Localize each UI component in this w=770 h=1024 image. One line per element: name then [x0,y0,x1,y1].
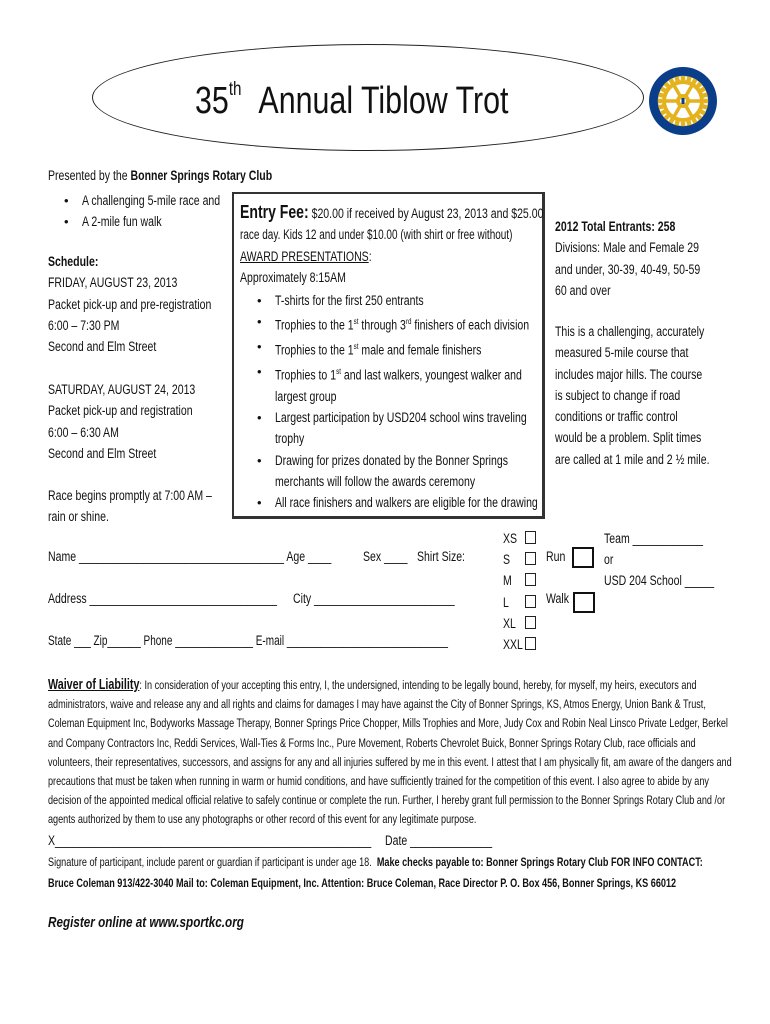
checkbox-icon[interactable] [525,552,536,565]
shirt-size-label: Shirt Size: [417,549,465,564]
city-field[interactable]: City ________________________ [293,591,455,606]
entry-fee-text: Entry Fee: $20.00 if received by August 23, 2013 and $25.00 race day. Kids 12 and under $10.00 (with shirt or free without) AWARD PRESENTATIONS: Approximately 8:15AM [240,202,544,285]
course-info: This is a challenging, accurately measured 5-mile course that includes major hills. The course is subject to change if road conditions or traffic control would be a problem. Split times are called at 1 mile and 2 ½ mile. [555,324,710,467]
contact-info: Bruce Coleman 913/422-3040 Mail to: Coleman Equipment, Inc. Attention: Bruce Coleman, Race Director P. O. Box 456, Bonner Springs, KS 66012 [48,876,677,890]
list-item: • Trophies to 1st and last walkers, youngest walker and largest group [275,361,612,407]
size-option[interactable]: M [503,570,536,591]
list-item: • Drawing for prizes donated by the Bonner Springs merchants will follow the awards ceremony [275,450,612,493]
state-zip-phone-email-field[interactable]: State ___ Zip______ Phone ______________ E-mail _____________________________ [48,633,448,648]
checkbox-icon[interactable] [525,637,536,650]
rotary-wheel-icon [647,47,719,155]
team-fields[interactable]: Team ____________ or USD 204 School _____ [604,531,715,589]
list-item: • Trophies to the 1st through 3rd finishers of each division [275,311,612,336]
page-title: 35th Annual Tiblow Trot [195,79,509,122]
walk-label: Walk [546,591,570,606]
schedule: Schedule: FRIDAY, AUGUST 23, 2013 Packet pick-up and pre-registration 6:00 – 7:30 PM Second and Elm Street [48,251,257,357]
run-label: Run [546,549,566,564]
address-field[interactable]: Address ________________________________ [48,591,277,606]
checkbox-icon[interactable] [525,595,536,608]
schedule-saturday: SATURDAY, AUGUST 24, 2013 Packet pick-up and registration 6:00 – 6:30 AM Second and Elm Street [48,382,196,461]
sex-field[interactable]: Sex ____ [363,549,408,564]
list-item: • Largest participation by USD204 school wins traveling trophy [275,407,612,450]
register-online-link[interactable]: Register online at www.sportkc.org [48,914,244,931]
schedule-heading: Schedule: [48,254,99,269]
entrants-info: 2012 Total Entrants: 258 Divisions: Male and Female 29 and under, 30-39, 40-49, 50-59 60 and over [555,219,701,298]
size-option[interactable]: XS [503,528,536,549]
signature-note: Signature of participant, include parent or guardian if participant is under age 18. Make checks payable to: Bonner Springs Rotary Club FOR INFO CONTACT: [48,855,703,869]
list-item: • A 2-mile fun walk [82,211,259,232]
checkbox-icon[interactable] [525,573,536,586]
checkbox-icon[interactable] [525,616,536,629]
presented-by: Presented by the Bonner Springs Rotary Club [48,168,273,183]
race-start: Race begins promptly at 7:00 AM – rain or shine. [48,488,212,525]
signature-field[interactable]: X______________________________________________________ [48,833,372,848]
shirt-sizes [503,528,536,655]
waiver: Waiver of Liability: In consideration of your accepting this entry, I, the undersigned, intending to be legally bound, hereby, for myself, my heirs, executors and administrators, waive and release any and all rights and claims for damages I may have against the City of Bonner Springs, KS, Atmos Energy, Union Bank & Trust, Coleman Equipment Inc, Bodyworks Massage Therapy, Bonner Springs Price Chopper, Mills Trophies and More, Judy Cox and Robin Neal Linsco Private Ledger, Berkel and Company Contractors Inc, Reddi Services, Wall-Ties & Forms Inc., Pure Movement, Roberts Chevrolet Buick, Bonner Springs Rotary Club, race officials and volunteers, their representatives, successors, and assigns for any and all injuries suffered by me in this event. I attest that I am physically fit, am aware of the dangers and precautions that must be taken when running in warm or humid conditions, and have sufficiently trained for the competition of this event. I also agree to abide by any decision of the appointed medical official relative to safely continue or complete the run. Further, I hereby grant full permission to the Bonner Springs Rotary Club and /or agents authorized by them to use any photographs or other record of this event for any legitimate purpose. [48,677,732,827]
list-item: • Trophies to the 1st male and female finishers [275,336,612,361]
date-field[interactable]: Date ______________ [385,833,493,848]
list-item: • T-shirts for the first 250 entrants [275,290,612,311]
list-item: • A challenging 5-mile race and [82,190,259,211]
checkbox-icon[interactable] [525,531,536,544]
size-option[interactable]: XXL [503,634,536,655]
run-checkbox[interactable] [572,547,594,568]
list-item: • All race finishers and walkers are eligible for the drawing [275,492,612,513]
name-field[interactable]: Name ___________________________________ Age ____ [48,549,332,564]
size-option[interactable]: XL [503,613,536,634]
size-option[interactable]: L [503,592,536,613]
size-option[interactable]: S [503,549,536,570]
walk-checkbox[interactable] [573,592,595,613]
